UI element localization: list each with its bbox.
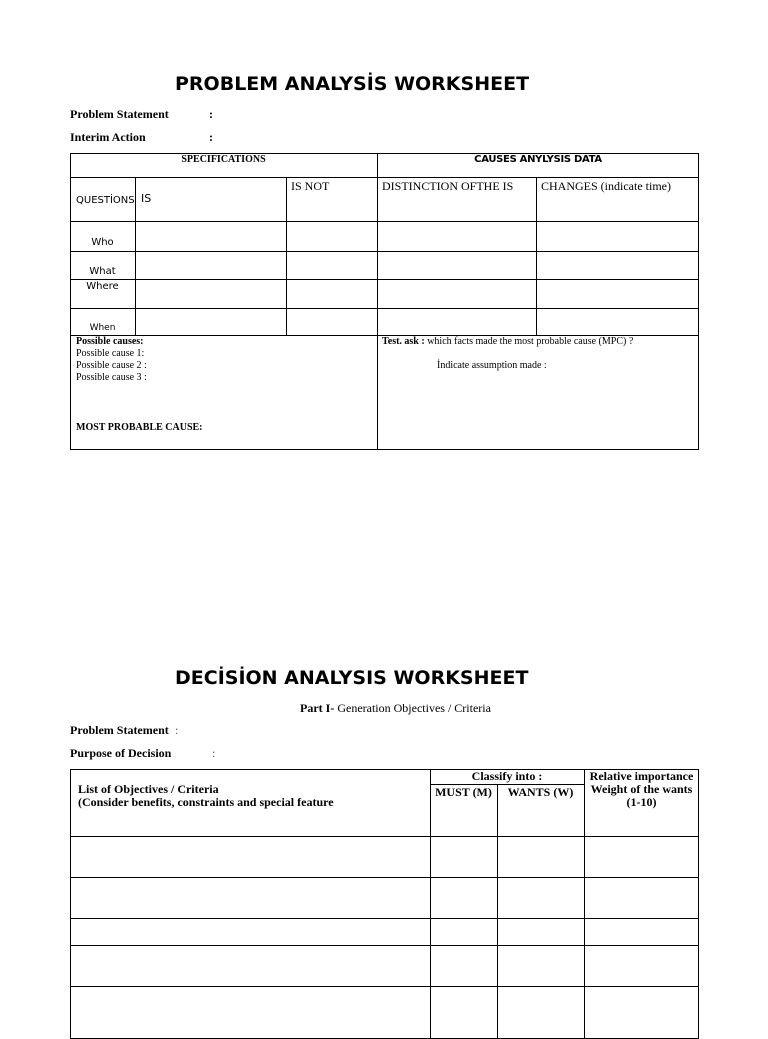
must-header: MUST (M) [435, 785, 492, 799]
assumption-text: İndicate assumption made : [437, 360, 547, 371]
changes-header: CHANGES (indicate time) [541, 179, 671, 193]
possible-causes-label: Possible causes: [76, 336, 144, 347]
test-ask-text: which facts made the most probable cause (MPC) ? [427, 336, 634, 347]
problem-statement-colon: : [209, 107, 213, 121]
test-ask-line [382, 336, 633, 347]
divider [430, 769, 431, 1039]
part-label: Part I- [300, 701, 335, 715]
divider [70, 177, 699, 178]
questions-header: QUESTİONS [76, 195, 135, 206]
interim-action-label: Interim Action [70, 130, 146, 144]
decision-statement-label: Problem Statement [70, 723, 169, 737]
specifications-header: SPECIFICATIONS [181, 154, 266, 165]
divider [536, 177, 537, 335]
possible-cause-3: Possible cause 3 : [76, 372, 147, 383]
relative-importance-line1: Relative importance [589, 769, 694, 783]
row-label-who: Who [91, 237, 114, 248]
row-label-when: When [89, 323, 116, 333]
divider [70, 308, 699, 309]
divider [286, 177, 287, 335]
possible-cause-2: Possible cause 2 : [76, 360, 147, 371]
purpose-colon: : [212, 746, 216, 760]
relative-importance-line2: Weight of the wants [590, 782, 693, 796]
problem-table-border [70, 153, 699, 450]
divider [70, 877, 699, 878]
test-ask-label: Test. ask : [382, 336, 425, 347]
divider [135, 177, 136, 335]
relative-importance-line3: (1-10) [626, 795, 657, 809]
divider [70, 221, 699, 222]
decision-title: DECİSİON ANALYSIS WORKSHEET [175, 667, 529, 689]
most-probable-cause-label: MOST PROBABLE CAUSE: [76, 422, 203, 433]
row-label-what: What [89, 266, 116, 277]
distinction-header: DISTINCTION OFTHE IS [382, 179, 514, 193]
interim-action-colon: : [209, 130, 213, 144]
divider [70, 279, 699, 280]
divider [70, 986, 699, 987]
objectives-header-line1: List of Objectives / Criteria [78, 782, 219, 796]
objectives-header-line2: (Consider benefits, constraints and special feature [78, 795, 334, 809]
part-text: Generation Objectives / Criteria [334, 701, 491, 715]
wants-header: WANTS (W) [507, 785, 574, 799]
classify-header: Classify into : [471, 769, 543, 783]
is-header: IS [141, 192, 152, 205]
decision-statement-colon: : [175, 723, 179, 737]
divider [70, 945, 699, 946]
is-not-header: IS NOT [291, 179, 330, 193]
purpose-label: Purpose of Decision [70, 746, 172, 760]
problem-statement-label: Problem Statement [70, 107, 169, 121]
divider [70, 836, 699, 837]
possible-cause-1: Possible cause 1: [76, 348, 145, 359]
divider [70, 251, 699, 252]
problem-title: PROBLEM ANALYSİS WORKSHEET [175, 73, 530, 95]
divider [377, 153, 378, 450]
causes-analysis-header: CAUSES ANYLYSIS DATA [474, 154, 602, 165]
divider [497, 784, 498, 1039]
divider [70, 918, 699, 919]
part-one-line [300, 701, 491, 716]
row-label-where: Where [86, 281, 119, 292]
